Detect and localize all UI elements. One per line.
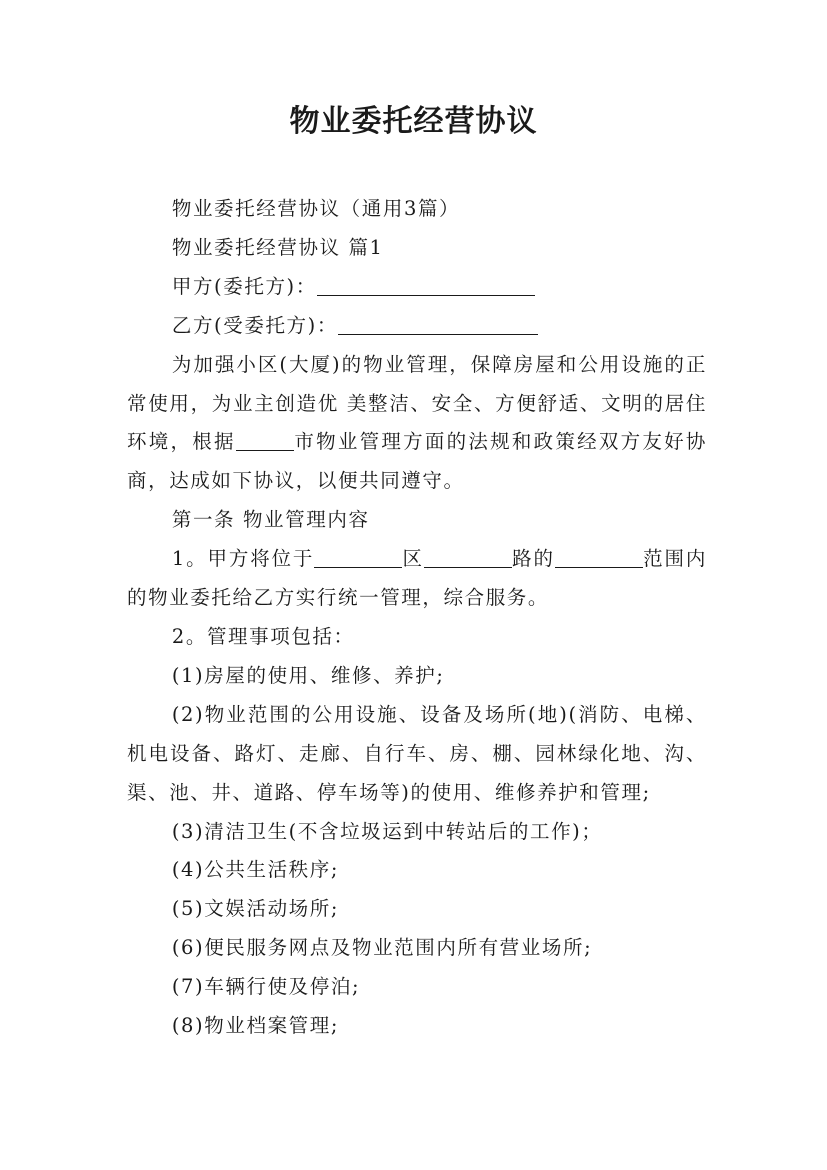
intro-part1: 为加强小区(大厦)的物业管理，保障房屋和公用设施的正常使用，为业主创造优 美整洁、安全、方便舒适、文明的居住环境，根据 xyxy=(127,352,707,454)
sub-item: (8)物业档案管理; xyxy=(171,1014,340,1038)
item1-paragraph xyxy=(127,540,707,618)
city-blank xyxy=(236,430,294,451)
sub-item: (6)便民服务网点及物业范围内所有营业场所; xyxy=(171,936,593,960)
document-body xyxy=(127,190,707,1046)
party-b-blank xyxy=(338,313,538,334)
article1-heading: 第一条 物业管理内容 xyxy=(171,508,370,532)
sub-item: (3)清洁卫生(不含垃圾运到中转站后的工作)； xyxy=(171,819,603,843)
section-heading: 物业委托经营协议 篇1 xyxy=(171,235,384,259)
intro-paragraph xyxy=(127,346,707,502)
item2-line: 2。管理事项包括： xyxy=(171,624,355,648)
sub-item: (7)车辆行使及停泊; xyxy=(171,975,361,999)
item1-part1: 1。甲方将位于 xyxy=(171,547,315,571)
item1-part3: 路的 xyxy=(511,547,555,571)
district-blank xyxy=(314,547,402,568)
sub-item: (5)文娱活动场所; xyxy=(171,897,340,921)
party-b-line xyxy=(127,307,707,346)
sub-item: (2)物业范围的公用设施、设备及场所(地)(消防、电梯、机电设备、路灯、走廊、自行车、房、棚、园林绿化地、沟、渠、池、井、道路、停车场等)的使用、维修养护和管理; xyxy=(127,702,707,804)
document-title: 物业委托经营协议 xyxy=(289,104,538,139)
subtitle-line: 物业委托经营协议（通用3篇） xyxy=(171,197,461,220)
intro-part2: 市物业管理方面的法规和政策经双方友好协商，达成如下协议，以便共同遵守。 xyxy=(127,430,707,493)
sub-item: (1)房屋的使用、维修、养护; xyxy=(171,663,445,687)
party-a-label: 甲方(委托方)： xyxy=(171,274,317,298)
party-a-blank xyxy=(317,274,535,295)
item1-part4: 范围内的物业委托给乙方实行统一管理，综合服务。 xyxy=(127,547,707,610)
party-a-line xyxy=(127,268,707,307)
item1-part2: 区 xyxy=(402,547,424,571)
range-blank xyxy=(555,547,643,568)
road-blank xyxy=(424,547,512,568)
sub-item: (4)公共生活秩序; xyxy=(171,858,340,882)
party-b-label: 乙方(受委托方)： xyxy=(171,313,338,337)
